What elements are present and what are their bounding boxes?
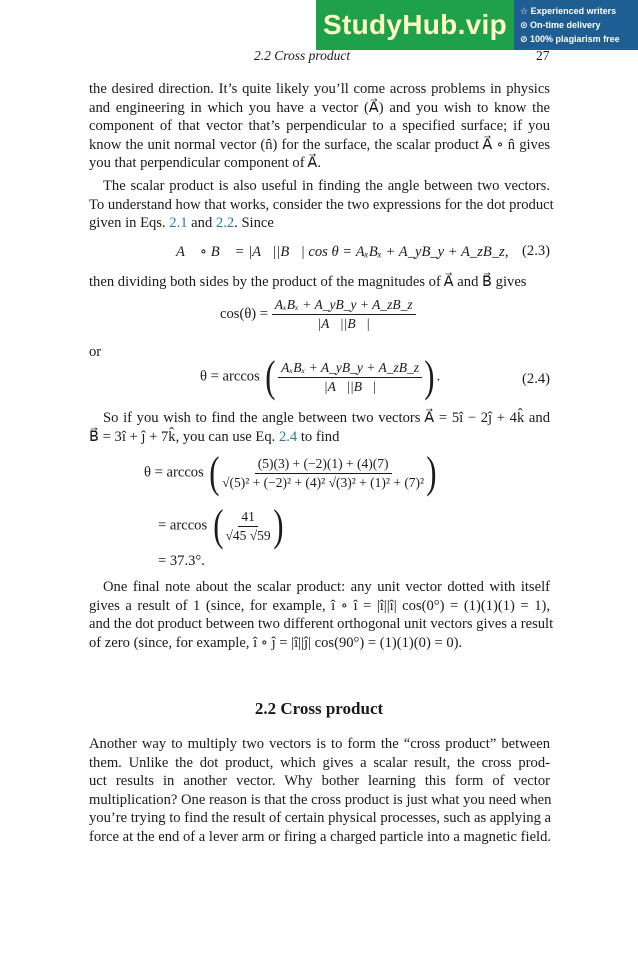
equation-lhs: cos(θ) = [220,305,269,322]
left-paren: ( [265,352,276,401]
ad-banner[interactable] [316,0,638,50]
equation-lhs: = arccos [158,517,208,534]
equation-lhs: θ = arccos [200,368,260,385]
running-header-section: 2.2 Cross product [254,48,351,63]
perk-item: ⊘ 100% plagiarism free [520,33,620,44]
equation-cos [220,297,416,332]
text-line: then dividing both sides by the product of the magnitudes of A⃗ and B⃗ gives [89,274,527,290]
text-line: or [89,344,102,360]
text-line: of zero (since, for example, î ∘ ĵ = |î||ĵ| cos(90°) = (1)(1)(0) = 0). [89,634,463,651]
text-line: The scalar product is also useful in finding the angle between two vectors. [103,178,550,194]
left-paren: ( [213,501,224,550]
text-fragment: B⃗ = 3î + ĵ + 7k̂, you can use Eq. [89,428,279,445]
text-line: multiplication? One reason is that the cross product is just what you need when [89,791,552,808]
text-line: Another way to multiply two vectors is to form the “cross product” between [89,736,550,752]
text-fragment: and [187,215,216,232]
text-line: them. Unlike the dot product, which gives a scalar result, the cross prod- [89,754,550,771]
text-line: force at the end of a lever arm or firing a charged particle into a magnetic field. [89,828,552,845]
equation-tail: . [436,368,441,385]
right-paren: ) [272,501,284,550]
text-line: you’re trying to find the result of certain physical processes, such as applying a [89,810,552,827]
equation-2-4 [200,352,441,401]
fraction-numerator: (5)(3) + (−2)(1) + (4)(7) [255,456,392,474]
perk-item: ⊙ On-time delivery [520,19,601,30]
fraction [222,456,424,491]
text-line: and the dot product between two different orthogonal unit vectors gives a result [89,616,554,633]
fraction-denominator: √45 √59 [225,527,271,543]
paragraph-6 [89,735,550,847]
text-line: you that perpendicular component of A⃗. [89,155,322,172]
fraction [278,360,422,395]
text-line: component of that vector that’s perpendicular to a specified surface; if you [89,118,550,135]
paragraph-5 [89,578,554,652]
equation-ref-link[interactable]: 2.2 [215,215,235,232]
paragraph-2 [89,177,554,233]
calc-line-1 [144,448,439,497]
text-fragment: given in Eqs. [89,215,170,232]
right-paren: ) [426,448,437,497]
fraction-denominator: √(5)² + (−2)² + (4)² √(3)² + (1)² + (7)² [222,474,425,490]
text-line: uct results in another vector. Why bother learning this form of vector [89,773,550,790]
studyhub-logo[interactable]: StudyHub.vip [316,0,514,50]
equation-number: (2.4) [522,371,550,387]
text-line: know the unit normal vector (n̂) for the surface, the scalar product A⃗ ∘ n̂ gives [89,136,550,153]
section-heading: 2.2 Cross product [254,699,384,718]
perk-item: ☆ Experienced writers [520,5,617,16]
equation-ref-link[interactable]: 2.4 [278,428,298,445]
text-line: gives a result of 1 (since, for example, î ∘ î = |î||î| cos(0°) = (1)(1)(1) = 1), [89,597,550,614]
calc-line-2 [158,501,285,550]
fraction-numerator: 41 [238,509,258,527]
equation-ref-link[interactable]: 2.1 [169,215,188,232]
text-line [89,428,550,447]
text-line: So if you wish to find the angle between two vectors A⃗ = 5î − 2ĵ + 4k̂ and [103,410,550,426]
equation-2-3: A⃗ ∘ B⃗ = |A⃗||B⃗| cos θ = AₓBₓ + A_yB_y + A_zB_z, [176,244,509,260]
running-header [0,48,638,68]
text-line [89,214,550,233]
fraction-denominator: |A⃗||B⃗| [317,316,370,331]
fraction-denominator: |A⃗||B⃗| [323,378,377,394]
paragraph-4 [89,409,550,446]
equation-number: (2.3) [522,243,550,259]
text-line: the desired direction. It’s quite likely you’ll come across problems in physics [89,81,550,97]
perks-list [514,0,638,50]
text-fragment: to find [297,428,340,445]
calc-line-3: = 37.3°. [158,553,205,569]
fraction-numerator: AₓBₓ + A_yB_y + A_zB_z [272,297,416,315]
equation-lhs: θ = arccos [144,464,204,481]
paragraph-1 [89,80,550,173]
right-paren: ) [424,352,435,401]
text-line: and engineering in which you have a vector (A⃗) and you wish to know the [89,99,550,116]
fraction-numerator: AₓBₓ + A_yB_y + A_zB_z [278,360,422,378]
page-number: 27 [536,48,550,63]
left-paren: ( [209,448,220,497]
fraction [272,297,416,332]
paragraph-3 [89,273,550,292]
text-line: One final note about the scalar product: any unit vector dotted with itself [103,579,550,595]
text-line: To understand how that works, consider the two expressions for the dot product [89,196,554,213]
text-fragment: . Since [234,215,274,232]
fraction [225,509,270,544]
